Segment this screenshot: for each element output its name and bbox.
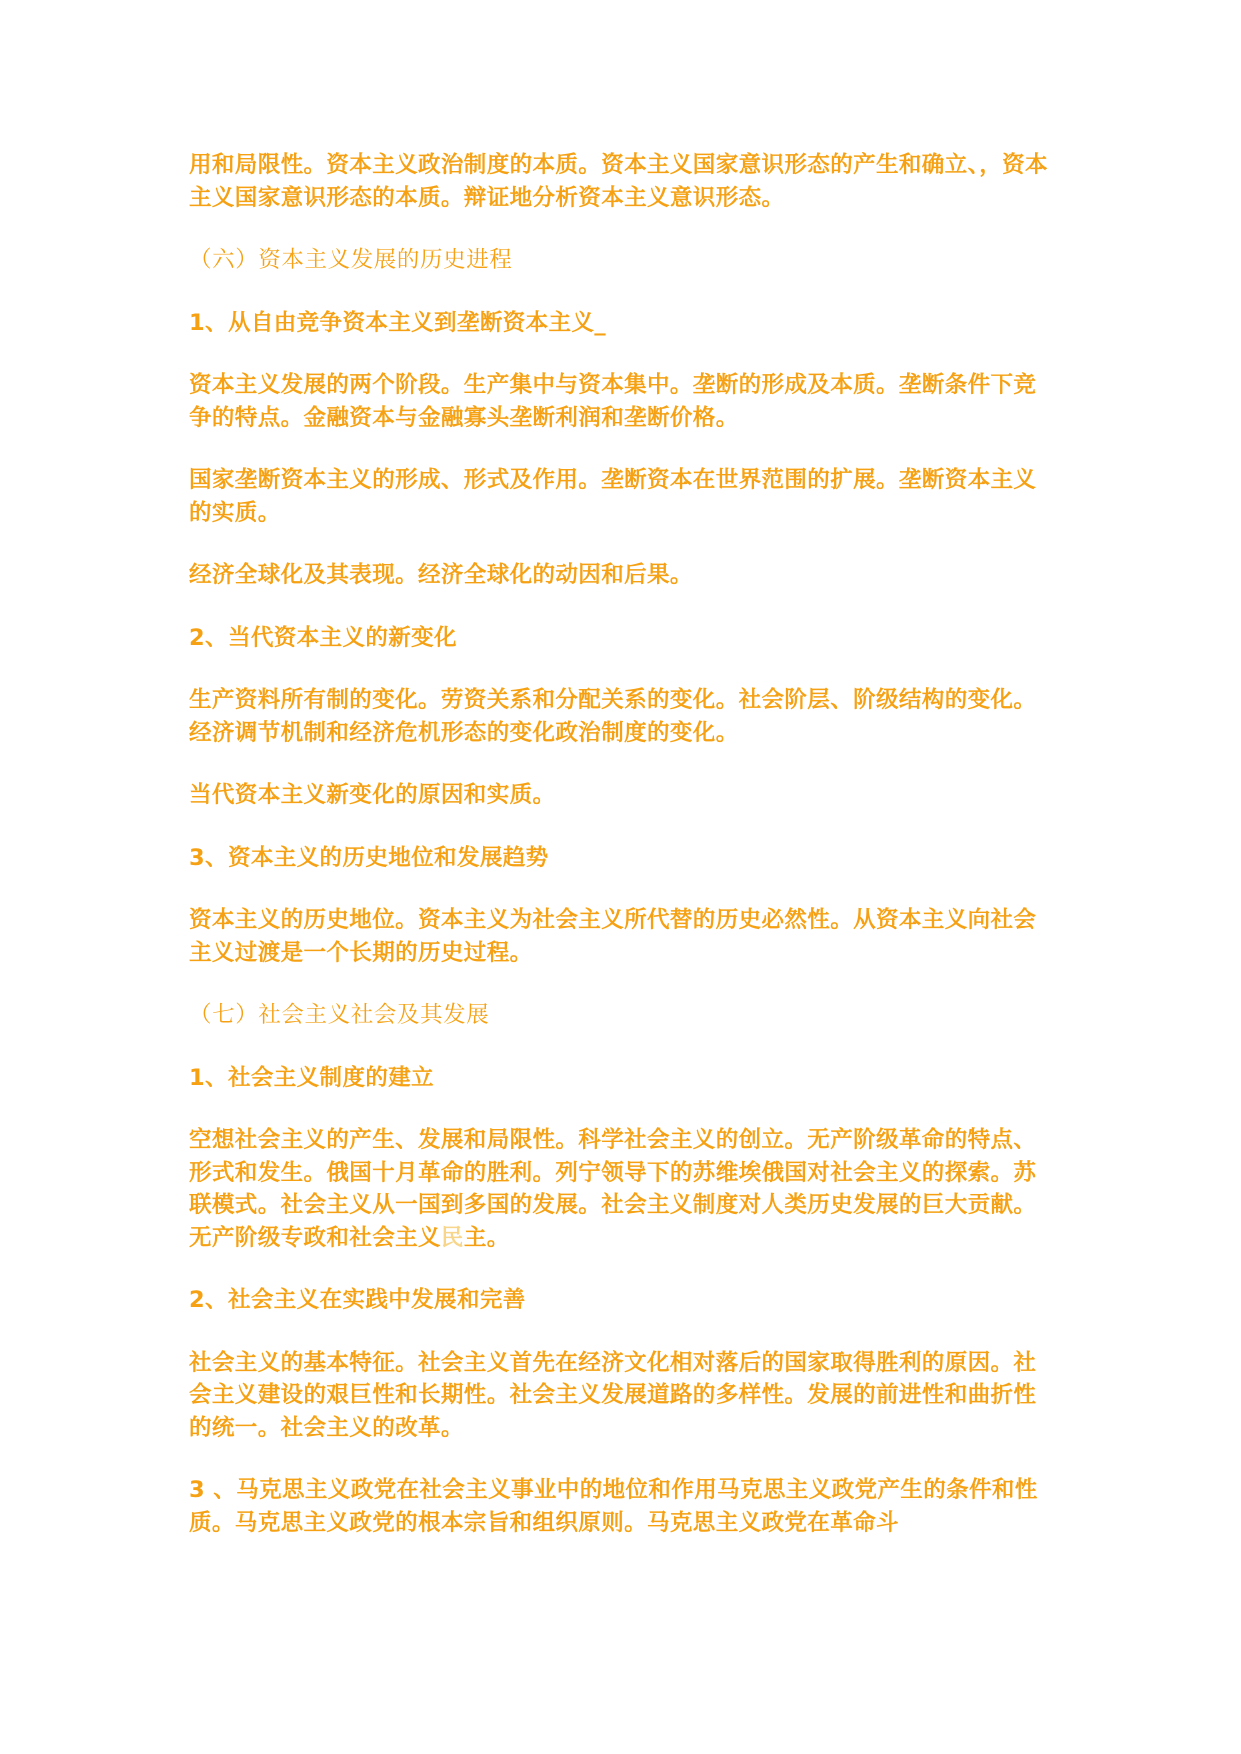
paragraph-economic-globalization: 经济全球化及其表现。经济全球化的动因和后果。 bbox=[189, 562, 693, 588]
paragraph-marxist-party: 3 、马克思主义政党在社会主义事业中的地位和作用马克思主义政党产生的条件和性质。马克思主义政党的根本宗旨和组织原则。马克思主义政党在革命斗 bbox=[189, 1477, 1038, 1536]
paragraph-utopian-socialism bbox=[189, 1124, 1049, 1254]
paragraph-two-stages: 资本主义发展的两个阶段。生产集中与资本集中。垄断的形成及本质。垄断条件下竞争的特点。金融资本与金融寡头垄断利润和垄断价格。 bbox=[189, 372, 1037, 431]
subheading-historical-status: 3、资本主义的历史地位和发展趋势 bbox=[189, 844, 549, 871]
paragraph-ownership-changes: 生产资料所有制的变化。劳资关系和分配关系的变化。社会阶层、阶级结构的变化。经济调节机制和经济危机形态的变化政治制度的变化。 bbox=[189, 687, 1037, 746]
document-body bbox=[189, 149, 1049, 1539]
subheading-socialist-system-established: 1、社会主义制度的建立 bbox=[189, 1064, 435, 1091]
paragraph-capitalist-ideology: 用和局限性。资本主义政治制度的本质。资本主义国家意识形态的产生和确立、，资本主义国家意识形态的本质。辩证地分析资本主义意识形态。 bbox=[189, 152, 1048, 211]
paragraph-historical-necessity: 资本主义的历史地位。资本主义为社会主义所代替的历史必然性。从资本主义向社会主义过渡是一个长期的历史过程。 bbox=[189, 907, 1037, 966]
faded-character: 民 bbox=[440, 1224, 464, 1251]
section-heading-socialist-society: （七）社会主义社会及其发展 bbox=[189, 1002, 490, 1028]
paragraph-basic-features: 社会主义的基本特征。社会主义首先在经济文化相对落后的国家取得胜利的原因。社会主义建设的艰巨性和长期性。社会主义发展道路的多样性。发展的前进性和曲折性的统一。社会主义的改革。 bbox=[189, 1349, 1037, 1441]
paragraph-utopian-socialism-tail: 主。 bbox=[463, 1224, 510, 1251]
subheading-free-competition-to-monopoly: 1、从自由竞争资本主义到垄断资本主义_ bbox=[189, 309, 607, 336]
section-heading-capitalist-development: （六）资本主义发展的历史进程 bbox=[189, 247, 513, 273]
paragraph-utopian-socialism-text: 空想社会主义的产生、发展和局限性。科学社会主义的创立。无产阶级革命的特点、形式和发生。俄国十月革命的胜利。列宁领导下的苏维埃俄国对社会主义的探索。苏联模式。社会主义从一国到多国的发展。社会主义制度对人类历史发展的巨大贡献。无产阶级专政和社会主义 bbox=[189, 1127, 1037, 1251]
subheading-socialism-in-practice: 2、社会主义在实践中发展和完善 bbox=[189, 1287, 526, 1313]
paragraph-state-monopoly-capitalism: 国家垄断资本主义的形成、形式及作用。垄断资本在世界范围的扩展。垄断资本主义的实质。 bbox=[189, 467, 1037, 526]
paragraph-reasons-and-essence: 当代资本主义新变化的原因和实质。 bbox=[189, 782, 556, 808]
subheading-contemporary-changes: 2、当代资本主义的新变化 bbox=[189, 624, 457, 651]
